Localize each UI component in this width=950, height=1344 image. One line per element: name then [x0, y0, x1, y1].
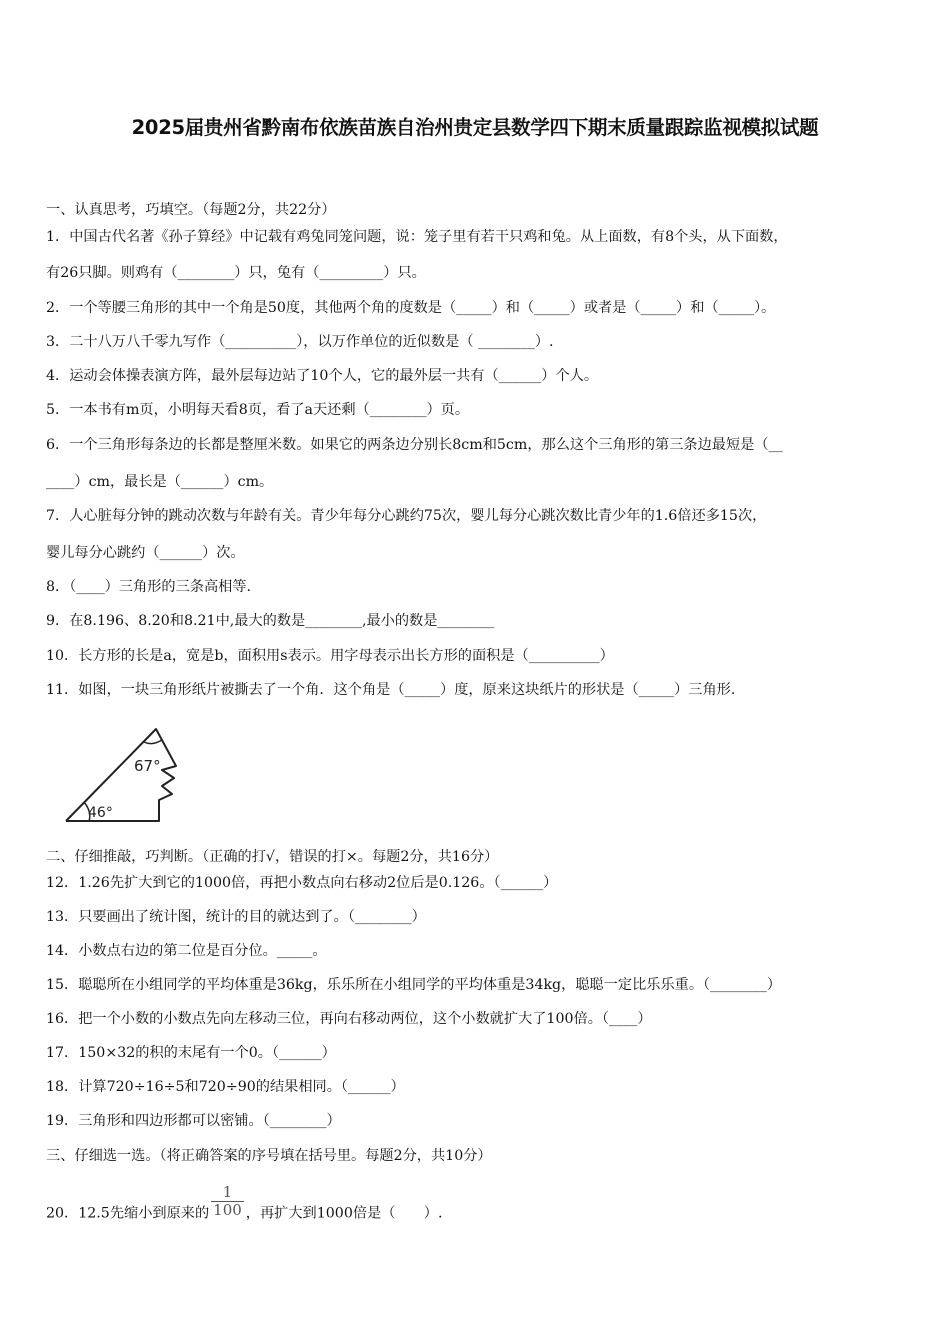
torn-triangle-figure: [58, 720, 188, 825]
fraction-denominator: 100: [213, 1201, 242, 1219]
question-6-line-1: 6．一个三角形每条边的长都是整厘米数。如果它的两条边分别长8cm和5cm，那么这个三角形的第三条边最短是（__: [46, 437, 783, 453]
question-18: 18．计算720÷16÷5和720÷90的结果相同。（______）: [46, 1079, 405, 1095]
question-20-prefix: 20．12.5先缩小到原来的: [46, 1205, 210, 1222]
question-4: 4．运动会体操表演方阵，最外层每边站了10个人，它的最外层一共有（______）个人。: [46, 368, 599, 384]
question-1-line-2: 有26只脚。则鸡有（________）只，兔有（_________）只。: [46, 265, 426, 281]
question-6-line-2: ____）cm，最长是（______）cm。: [46, 474, 274, 490]
question-2: 2．一个等腰三角形的其中一个角是50度，其他两个角的度数是（_____）和（_____）或者是（_____）和（_____）。: [46, 300, 776, 316]
fraction-numerator: 1: [211, 1184, 244, 1202]
section-3-heading: 三、仔细选一选。（将正确答案的序号填在括号里。每题2分，共10分）: [46, 1148, 492, 1164]
question-8: 8．（____）三角形的三条高相等.: [46, 579, 252, 595]
question-5: 5．一本书有m页，小明每天看8页，看了a天还剩（________）页。: [46, 402, 470, 418]
question-7-line-1: 7．人心脏每分钟的跳动次数与年龄有关。青少年每分心跳约75次，婴儿每分心跳次数比青少年的1.6倍还多15次，: [46, 508, 767, 524]
page-title: 2025届贵州省黔南布依族苗族自治州贵定县数学四下期末质量跟踪监视模拟试题: [131, 116, 819, 139]
question-3: 3．二十八万八千零九写作（__________），以万作单位的近似数是（ ________）.: [46, 334, 554, 350]
question-13: 13．只要画出了统计图，统计的目的就达到了。（________）: [46, 909, 426, 925]
question-16: 16．把一个小数的小数点先向左移动三位，再向右移动两位，这个小数就扩大了100倍。（____）: [46, 1011, 652, 1027]
section-1-heading: 一、认真思考，巧填空。（每题2分，共22分）: [46, 202, 336, 218]
angle-label-46: 46°: [88, 805, 113, 821]
section-2-heading: 二、仔细推敲，巧判断。（正确的打√，错误的打×。每题2分，共16分）: [46, 849, 499, 865]
top-angle-arc: [144, 740, 162, 744]
angle-label-67: 67°: [134, 757, 161, 775]
question-17: 17．150×32的积的末尾有一个0。（______）: [46, 1045, 336, 1061]
question-10: 10．长方形的长是a，宽是b，面积用s表示。用字母表示出长方形的面积是（__________）: [46, 648, 614, 664]
question-9: 9．在8.196、8.20和8.21中,最大的数是________,最小的数是________: [46, 613, 495, 629]
question-11: 11．如图，一块三角形纸片被撕去了一个角．这个角是（_____）度，原来这块纸片的形状是（_____）三角形.: [46, 682, 736, 698]
triangle-outline: [66, 729, 176, 821]
question-7-line-2: 婴儿每分心跳约（______）次。: [46, 545, 245, 561]
question-12: 12．1.26先扩大到它的1000倍，再把小数点向右移动2位后是0.126。（______）: [46, 875, 558, 891]
question-19: 19．三角形和四边形都可以密铺。（________）: [46, 1113, 341, 1129]
question-20: [46, 1183, 443, 1231]
question-1-line-1: 1．中国古代名著《孙子算经》中记载有鸡兔同笼问题，说：笼子里有若干只鸡和兔。从上面数，有8个头，从下面数，: [46, 229, 788, 245]
question-20-suffix: ，再扩大到1000倍是（ ）.: [245, 1205, 443, 1222]
fraction-one-hundredth: [211, 1184, 244, 1219]
question-15: 15．聪聪所在小组同学的平均体重是36kg，乐乐所在小组同学的平均体重是34kg，聪聪一定比乐乐重。（________）: [46, 977, 782, 993]
question-14: 14．小数点右边的第二位是百分位。_____。: [46, 943, 327, 959]
